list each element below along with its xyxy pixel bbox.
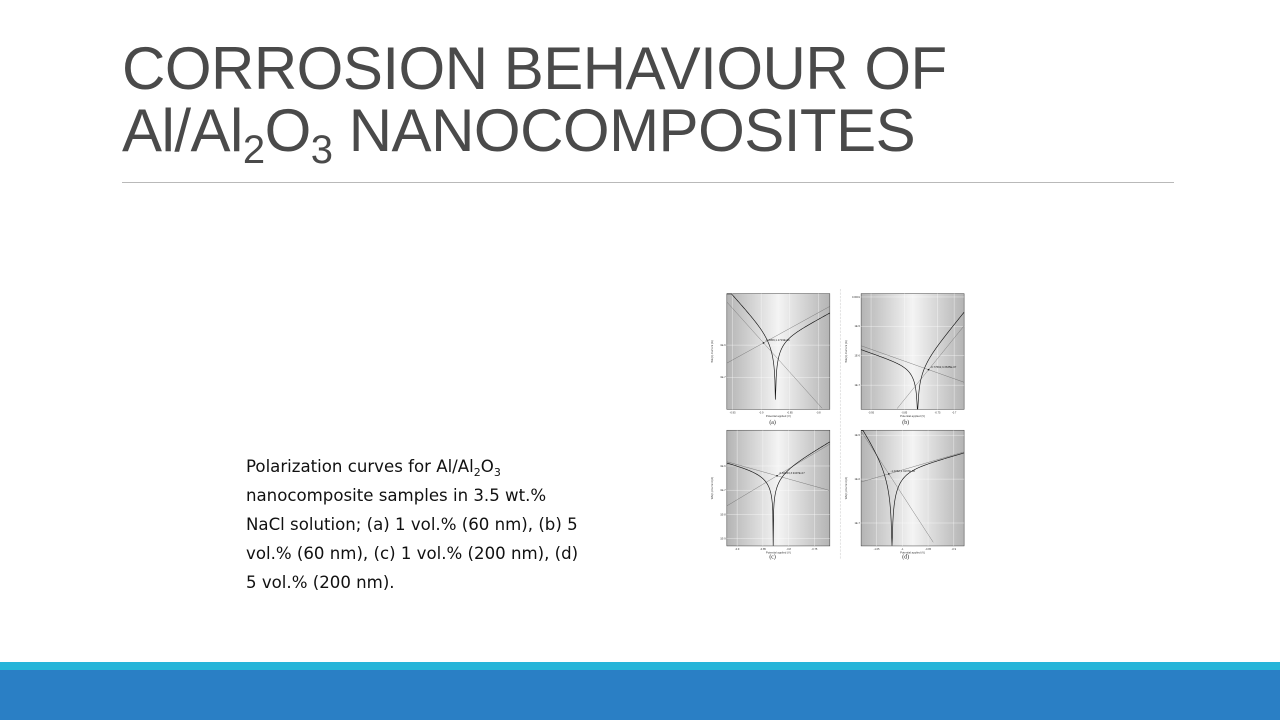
x-tick-label: -0.9 bbox=[758, 411, 764, 415]
y-axis-title: WE(1).Current (A) bbox=[844, 476, 849, 500]
y-tick-label: 1E-6 bbox=[854, 354, 860, 358]
y-tick-label: 1E-5 bbox=[854, 434, 860, 438]
title-line2-mid: O bbox=[264, 97, 311, 164]
corrosion-annotation: -1.0262,1.3137E-06 bbox=[890, 469, 915, 474]
corrosion-point bbox=[928, 369, 930, 371]
y-tick-label: 1E-7 bbox=[720, 376, 726, 380]
caption-mid: O bbox=[480, 457, 494, 476]
x-tick-label: -0.85 bbox=[759, 548, 766, 552]
x-tick-label: -0.8 bbox=[786, 548, 791, 552]
corrosion-point bbox=[888, 473, 890, 475]
y-tick-label: 1E-8 bbox=[720, 513, 726, 517]
title-subscript-3: 3 bbox=[310, 128, 333, 172]
y-tick-label: 1E-6 bbox=[720, 343, 726, 347]
slide-title bbox=[122, 35, 1182, 172]
x-axis-title: Potential applied (V) bbox=[900, 413, 926, 418]
title-line2-pre: Al/Al bbox=[122, 97, 243, 164]
x-tick-label: -0.9 bbox=[951, 548, 957, 552]
panel-b bbox=[844, 294, 964, 426]
y-axis-title: WE(1).Current (A) bbox=[709, 340, 714, 363]
y-axis-title: WE(1).Current (A) bbox=[709, 476, 714, 500]
y-tick-label: 1E-5 bbox=[854, 325, 860, 329]
x-tick-label: -0.95 bbox=[729, 411, 736, 415]
y-tick-label: 0.0001 bbox=[852, 295, 860, 299]
panel-d bbox=[844, 430, 964, 560]
title-line2-post: NANOCOMPOSITES bbox=[332, 97, 916, 164]
x-axis-title: Potential applied (V) bbox=[765, 550, 791, 555]
corrosion-annotation: -0.77692,3.3635E-07 bbox=[930, 364, 957, 369]
y-tick-label: 1E-6 bbox=[854, 477, 860, 481]
panel-label: (c) bbox=[769, 554, 776, 561]
title-line1: CORROSION BEHAVIOUR OF bbox=[122, 35, 947, 102]
caption-subscript-3: 3 bbox=[493, 466, 501, 479]
x-tick-label: -0.7 bbox=[951, 411, 957, 415]
x-tick-label: -0.85 bbox=[786, 411, 793, 415]
panel-label: (d) bbox=[902, 554, 910, 561]
plot-area bbox=[861, 294, 964, 410]
x-tick-label: -0.8 bbox=[816, 411, 821, 415]
x-tick-label: -1 bbox=[901, 548, 904, 552]
panel-a bbox=[710, 294, 830, 426]
corrosion-point bbox=[763, 342, 765, 344]
x-tick-label: -0.75 bbox=[811, 548, 818, 552]
caption-post: nanocomposite samples in 3.5 wt.% NaCl solution; (a) 1 vol.% (60 nm), (b) 5 vol.% (60 nm), (c) 1 vol.% (200 nm), (d) 5 vol.% (200 nm). bbox=[246, 486, 579, 592]
y-tick-label: 1E-7 bbox=[720, 489, 726, 493]
title-divider bbox=[122, 182, 1174, 183]
x-tick-label: -0.85 bbox=[901, 411, 908, 415]
plot-area bbox=[727, 294, 830, 410]
x-axis-title: Potential applied (V) bbox=[900, 550, 926, 555]
x-axis-title: Potential applied (V) bbox=[765, 413, 791, 418]
x-tick-label: -0.95 bbox=[925, 548, 932, 552]
corrosion-annotation: -0.8959,1.1719E-06 bbox=[765, 338, 790, 343]
y-tick-label: 1E-9 bbox=[720, 537, 726, 541]
y-tick-label: 1E-6 bbox=[720, 464, 726, 468]
panel-label: (a) bbox=[769, 419, 776, 426]
x-tick-label: -0.75 bbox=[934, 411, 941, 415]
footer-band bbox=[0, 670, 1280, 720]
panel-label: (b) bbox=[902, 419, 910, 426]
corrosion-point bbox=[776, 475, 778, 477]
x-tick-label: -0.95 bbox=[868, 411, 875, 415]
caption-pre: Polarization curves for Al/Al bbox=[246, 457, 474, 476]
caption-subscript-2: 2 bbox=[473, 466, 481, 479]
panel-c bbox=[710, 430, 830, 560]
x-tick-label: -0.9 bbox=[734, 548, 740, 552]
corrosion-annotation: -0.82253,3.9497E-07 bbox=[778, 471, 805, 476]
x-tick-label: -1.05 bbox=[873, 548, 880, 552]
y-tick-label: 1E-7 bbox=[854, 384, 860, 388]
title-subscript-2: 2 bbox=[242, 128, 265, 172]
footer-accent-strip bbox=[0, 662, 1280, 670]
y-tick-label: 1E-7 bbox=[854, 521, 860, 525]
polarization-figure bbox=[706, 188, 978, 662]
figure-caption bbox=[246, 452, 586, 597]
y-axis-title: WE(1).Current (A) bbox=[844, 340, 849, 363]
